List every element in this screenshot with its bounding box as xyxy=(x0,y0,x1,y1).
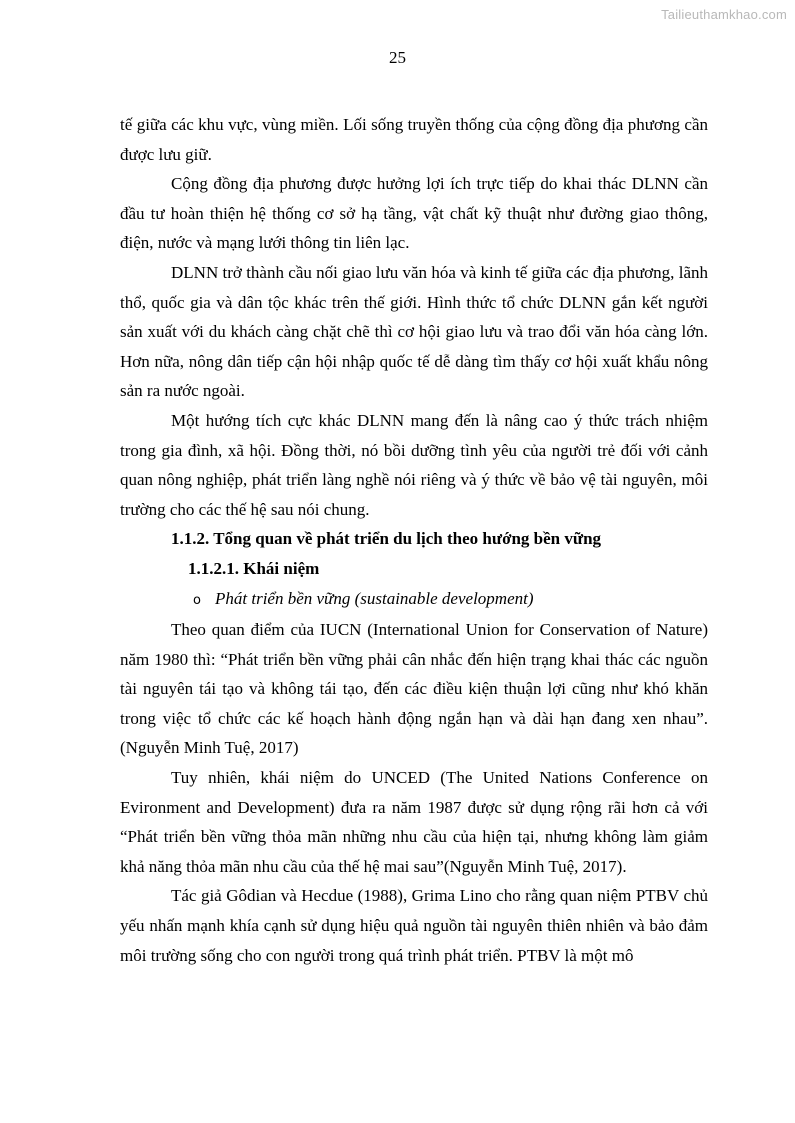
paragraph-godian: Tác giả Gôdian và Hecdue (1988), Grima Lino cho rằng quan niệm PTBV chủ yếu nhấn mạnh khía cạnh sử dụng hiệu quả nguồn tài nguyên thiên nhiên và bảo đảm môi trường sống cho con người trong quá trình phát triển. PTBV là một mô xyxy=(120,886,708,965)
bullet-item-text: Phát triển bền vững (sustainable development) xyxy=(215,588,534,608)
page-number: 25 xyxy=(389,48,406,67)
paragraph-iucn: Theo quan điểm của IUCN (International Union for Conservation of Nature) năm 1980 thì: “Phát triển bền vững phải cân nhắc đến hiện trạng khai thác các nguồn tài nguyên tái tạo và không tái tạo, đến các điều kiện thuận lợi cũng như khó khăn trong việc tổ chức các kế hoạch hành động ngắn hạn và dài hạn đang xen nhau”. (Nguyễn Minh Tuệ, 2017) xyxy=(120,620,708,758)
paragraph-continuation: tế giữa các khu vực, vùng miền. Lối sống truyền thống của cộng đồng địa phương cần được lưu giữ. xyxy=(120,115,708,164)
section-heading: 1.1.2. Tổng quan về phát triển du lịch theo hướng bền vững xyxy=(171,529,602,549)
document-body xyxy=(120,110,708,970)
watermark-text: Tailieuthamkhao.com xyxy=(661,7,787,22)
paragraph-unced: Tuy nhiên, khái niệm do UNCED (The United Nations Conference on Evironment and Development) đưa ra năm 1987 được sử dụng rộng rãi hơn cả với “Phát triển bền vững thỏa mãn những nhu cầu của hiện tại, nhưng không làm giảm khả năng thỏa mãn nhu cầu của thế hệ mai sau”(Nguyễn Minh Tuệ, 2017). xyxy=(120,768,708,876)
paragraph-local-community: Cộng đồng địa phương được hưởng lợi ích trực tiếp do khai thác DLNN cần đầu tư hoàn thiện hệ thống cơ sở hạ tầng, vật chất kỹ thuật như đường giao thông, điện, nước và mạng lưới thông tin liên lạc. xyxy=(120,174,708,253)
subsection-heading: 1.1.2.1. Khái niệm xyxy=(188,558,320,578)
paragraph-responsibility: Một hướng tích cực khác DLNN mang đến là nâng cao ý thức trách nhiệm trong gia đình, xã hội. Đồng thời, nó bồi dưỡng tình yêu của người trẻ đối với cảnh quan nông nghiệp, phát triển làng nghề nói riêng và ý thức về bảo vệ tài nguyên, môi trường cho các thế hệ sau nói chung. xyxy=(120,410,708,519)
bullet-circle-icon: o xyxy=(193,592,201,608)
paragraph-cultural-bridge: DLNN trở thành cầu nối giao lưu văn hóa và kinh tế giữa các địa phương, lãnh thổ, quốc gia và dân tộc khác trên thế giới. Hình thức tổ chức DLNN gắn kết người sản xuất với du khách càng chặt chẽ thì cơ hội giao lưu và trao đổi văn hóa càng lớn. Hơn nữa, nông dân tiếp cận hội nhập quốc tế dễ dàng tìm thấy cơ hội xuất khẩu nông sản ra nước ngoài. xyxy=(120,262,708,401)
bullet-item xyxy=(120,584,708,616)
